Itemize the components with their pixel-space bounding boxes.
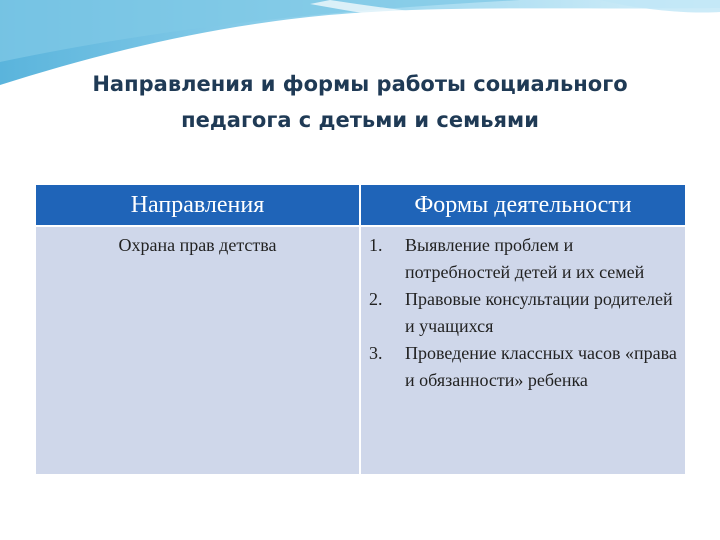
list-item-text: Выявление проблем и потребностей детей и их семей bbox=[405, 235, 645, 282]
list-item-number: 2. bbox=[369, 289, 383, 309]
forms-list bbox=[361, 232, 685, 394]
list-item-number: 3. bbox=[369, 343, 383, 363]
list-item-text: Правовые консультации родителей и учащихся bbox=[405, 289, 673, 336]
table-row bbox=[36, 226, 685, 474]
slide-title-line-1: Направления и формы работы социального bbox=[92, 72, 628, 96]
list-item bbox=[361, 232, 685, 286]
slide-title bbox=[20, 66, 700, 138]
directions-table bbox=[36, 185, 685, 474]
forms-cell bbox=[360, 226, 685, 474]
column-header-forms: Формы деятельности bbox=[360, 185, 685, 226]
list-item-text: Проведение классных часов «права и обязанности» ребенка bbox=[405, 343, 677, 390]
list-item bbox=[361, 340, 685, 394]
list-item bbox=[361, 286, 685, 340]
slide-title-line-2: педагога с детьми и семьями bbox=[181, 108, 539, 132]
table-header-row bbox=[36, 185, 685, 226]
column-header-directions: Направления bbox=[36, 185, 360, 226]
list-item-number: 1. bbox=[369, 235, 383, 255]
direction-cell: Охрана прав детства bbox=[36, 226, 360, 474]
